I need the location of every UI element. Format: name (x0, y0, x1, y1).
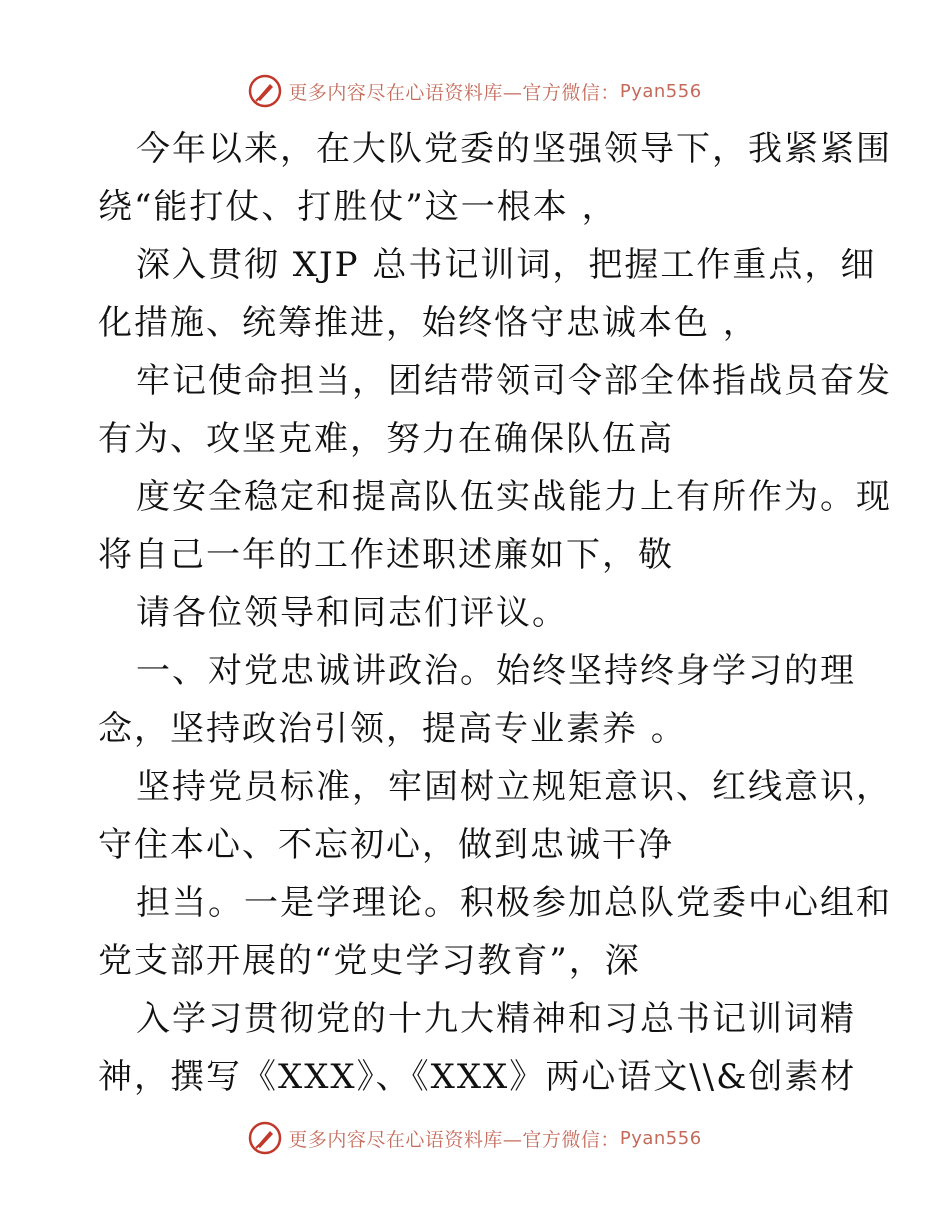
paragraph-line: 念，坚持政治引领，提高专业素养 。 (98, 709, 687, 749)
paragraph-line: 化措施、统筹推进，始终恪守忠诚本色 ， (98, 303, 759, 343)
paragraph-line: 将自己一年的工作述职述廉如下，敬 (98, 535, 674, 575)
paragraph-line: 坚持党员标准，牢固树立规矩意识、红线意识， (136, 767, 892, 807)
footer-watermark (0, 1118, 950, 1158)
watermark-wechat-id: Pyan556 (619, 1127, 702, 1149)
watermark-wechat-id: Pyan556 (619, 80, 702, 102)
paragraph-line: 入学习贯彻党的十九大精神和习总书记训词精 (136, 999, 856, 1039)
watermark-text: 更多内容尽在心语资料库—官方微信： (288, 81, 620, 104)
paragraph-line: 今年以来，在大队党委的坚强领导下，我紧紧围 (136, 129, 892, 169)
document-body (98, 120, 892, 1106)
paragraph-line: 担当。一是学理论。积极参加总队党委中心组和 (136, 883, 892, 923)
paragraph-line: 守住本心、不忘初心，做到忠诚干净 (98, 825, 674, 865)
paragraph-line: 牢记使命担当，团结带领司令部全体指战员奋发 (136, 361, 892, 401)
paragraph-line: 党支部开展的“党史学习教育”，深 (98, 941, 641, 981)
paragraph-line: 请各位领导和同志们评议。 (136, 593, 568, 633)
header-watermark (0, 71, 950, 111)
paragraph-line: 深入贯彻 XJP 总书记训词，把握工作重点，细 (136, 245, 877, 285)
quill-pen-logo-icon (248, 74, 282, 108)
paragraph-line: 度安全稳定和提高队伍实战能力上有所作为。现 (136, 477, 892, 517)
paragraph-line: 神，撰写《XXX》、《XXX》两心语文\\&创素材 (98, 1057, 857, 1097)
section-heading-line: 一、对党忠诚讲政治。始终坚持终身学习的理 (136, 651, 856, 691)
paragraph-line: 绕“能打仗、打胜仗”这一根本 ， (98, 187, 618, 227)
paragraph-line: 有为、攻坚克难，努力在确保队伍高 (98, 419, 674, 459)
quill-pen-logo-icon (248, 1121, 282, 1155)
watermark-text: 更多内容尽在心语资料库—官方微信： (288, 1128, 620, 1151)
